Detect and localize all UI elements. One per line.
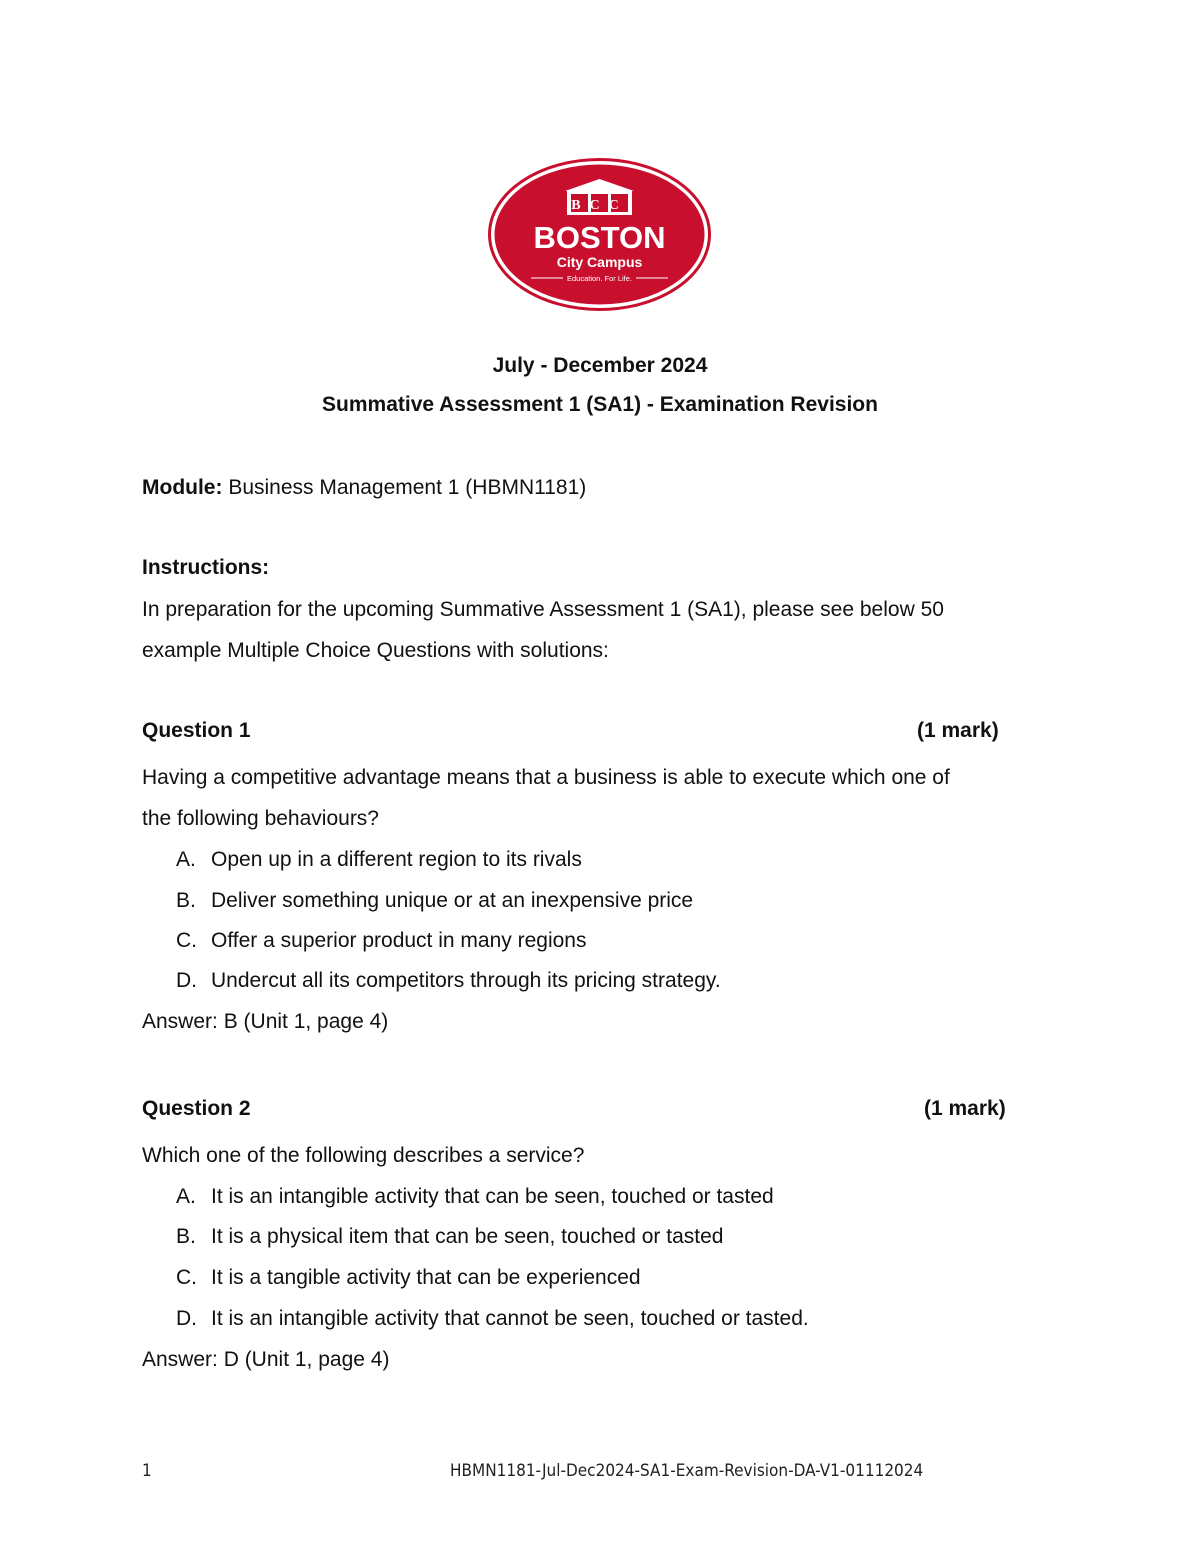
option-text: Open up in a different region to its rivals [211,848,582,871]
instructions-line-2: example Multiple Choice Questions with solutions: [142,639,609,662]
option-text: Deliver something unique or at an inexpensive price [211,889,694,912]
option-letter: A. [176,1185,196,1208]
option-text: It is a physical item that can be seen, touched or tasted [211,1225,724,1248]
question-2-option-d [0,1298,1200,1339]
question-1-option-b [0,880,1200,921]
option-letter: D. [176,969,197,992]
instructions-label: Instructions: [142,556,270,579]
option-text: Undercut all its competitors through its pricing strategy. [211,969,721,992]
question-2-marks: (1 mark) [924,1097,1006,1120]
question-2-answer: Answer: D (Unit 1, page 4) [142,1348,390,1371]
option-text: It is a tangible activity that can be experienced [211,1266,641,1289]
question-1-title: Question 1 [142,719,251,742]
question-1-marks: (1 mark) [917,719,999,742]
page-number: 1 [142,1461,152,1481]
option-letter: B. [176,1225,196,1248]
question-2-title: Question 2 [142,1097,251,1120]
logo-badge-text: BCC [571,198,628,213]
question-2-option-a [0,1176,1200,1217]
option-letter: C. [176,1266,197,1289]
option-letter: C. [176,929,197,952]
document-code: HBMN1181-Jul-Dec2024-SA1-Exam-Revision-DA-V1-01112024 [450,1461,924,1481]
option-text: It is an intangible activity that can be seen, touched or tasted [211,1185,774,1208]
module-label: Module: [142,476,223,499]
option-text: Offer a superior product in many regions [211,929,587,952]
question-2-option-c [0,1257,1200,1298]
boston-city-campus-logo [487,157,712,312]
assessment-heading: Summative Assessment 1 (SA1) - Examination Revision [322,393,878,416]
logo-campus: City Campus [556,254,643,270]
question-1-option-a [0,839,1200,880]
instructions-line-1: In preparation for the upcoming Summative Assessment 1 (SA1), please see below 50 [142,598,944,621]
question-1-option-c [0,920,1200,961]
module-value: Business Management 1 (HBMN1181) [228,476,587,499]
question-1-stem-line-2: the following behaviours? [142,807,379,830]
period-heading: July - December 2024 [492,354,708,377]
logo-name: BOSTON [533,220,666,255]
logo-tagline: Education. For Life. [566,274,633,283]
option-letter: B. [176,889,196,912]
question-1-option-d [0,960,1200,1001]
option-letter: A. [176,848,196,871]
option-letter: D. [176,1307,197,1330]
question-2-option-b [0,1216,1200,1257]
question-1-stem-line-1: Having a competitive advantage means that a business is able to execute which one of [142,766,950,789]
module-line [142,467,586,508]
option-text: It is an intangible activity that cannot be seen, touched or tasted. [211,1307,809,1330]
question-2-stem-line-1: Which one of the following describes a service? [142,1144,585,1167]
question-1-answer: Answer: B (Unit 1, page 4) [142,1010,389,1033]
